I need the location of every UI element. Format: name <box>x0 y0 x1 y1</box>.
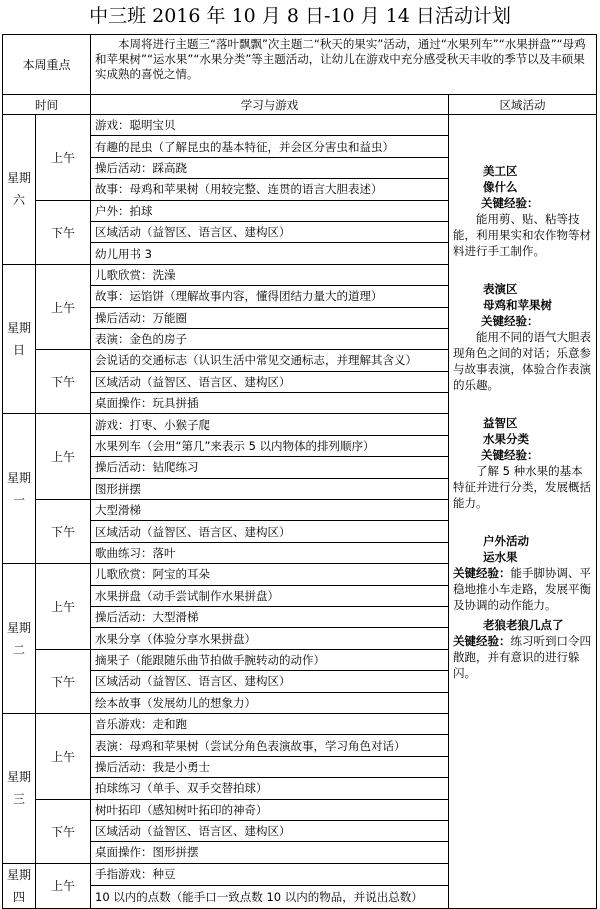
activity-item: 桌面操作：图形拼摆 <box>91 842 449 863</box>
region-key: 关键经验： <box>453 566 511 580</box>
region-name: 表演区 <box>483 282 518 296</box>
activity-item: 区域活动（益智区、语言区、建构区） <box>91 371 449 392</box>
region-block <box>453 163 592 259</box>
schedule-table <box>2 34 597 909</box>
activity-item: 会说话的交通标志（认识生活中常见交通标志，并理解其含义） <box>91 350 449 371</box>
focus-label: 本周重点 <box>3 35 91 95</box>
activity-item: 大型滑梯 <box>91 500 449 521</box>
activity-item: 区域活动（益智区、语言区、建构区） <box>91 671 449 692</box>
focus-row <box>3 35 597 95</box>
region-desc: 能用不同的语气大胆表现角色之间的对话；乐意参与故事表演，体验合作表演的乐趣。 <box>453 330 592 392</box>
activity-item: 有趣的昆虫（了解昆虫的基本特征，并会区分害虫和益虫） <box>91 136 449 157</box>
region-sub: 母鸡和苹果树 <box>483 298 553 312</box>
am-label: 上午 <box>36 713 91 799</box>
region-block <box>453 533 592 613</box>
am-label: 上午 <box>36 115 91 201</box>
activity-item: 操后活动：踩高跷 <box>91 157 449 178</box>
activity-item: 故事：运馅饼（理解故事内容，懂得团结力量大的道理） <box>91 286 449 307</box>
region-key: 关键经验： <box>453 634 511 648</box>
activity-item: 手指游戏：种豆 <box>91 863 449 886</box>
day-label: 星期四 <box>3 863 36 908</box>
activity-item: 故事：母鸡和苹果树（用较完整、连贯的语言大胆表述） <box>91 179 449 200</box>
time-header: 时间 <box>3 95 91 115</box>
activity-item: 水果列车（会用“第几”来表示 5 以内物体的排列顺序） <box>91 435 449 456</box>
activity-item: 水果拼盘（动手尝试制作水果拼盘） <box>91 585 449 606</box>
pm-label: 下午 <box>36 799 91 863</box>
activity-item: 音乐游戏：走和跑 <box>91 713 449 734</box>
activity-item: 摘果子（能跟随乐曲节拍做手腕转动的动作） <box>91 649 449 670</box>
activity-item: 拍球练习（单手、双手交替拍球） <box>91 778 449 799</box>
region-block <box>453 617 592 681</box>
region-sub: 像什么 <box>483 180 518 194</box>
page-title: 中三班 2016 年 10 月 8 日-10 月 14 日活动计划 <box>89 5 511 27</box>
region-key: 关键经验： <box>481 448 539 462</box>
activity-item: 歌曲练习：落叶 <box>91 542 449 563</box>
region-sub: 运水果 <box>483 550 518 564</box>
am-label: 上午 <box>36 264 91 350</box>
day-label: 星期日 <box>3 264 36 414</box>
pm-label: 下午 <box>36 500 91 564</box>
pm-label: 下午 <box>36 649 91 713</box>
am-label: 上午 <box>36 863 91 908</box>
activity-item: 区域活动（益智区、语言区、建构区） <box>91 820 449 841</box>
region-desc: 能手脚协调、平稳地推小车走路，发展平衡及协调的动作能力。 <box>453 566 592 612</box>
activity-item: 儿歌欣赏：阿宝的耳朵 <box>91 564 449 585</box>
activity-item: 图形拼摆 <box>91 478 449 499</box>
region-desc: 能用剪、贴、粘等技能，利用果实和农作物等材料进行手工制作。 <box>453 212 592 258</box>
region-name: 户外活动 <box>483 534 530 548</box>
region-name: 益智区 <box>483 416 518 430</box>
activity-item: 区域活动（益智区、语言区、建构区） <box>91 221 449 242</box>
pm-label: 下午 <box>36 200 91 264</box>
region-key: 关键经验： <box>481 196 539 210</box>
activity-item: 幼儿用书 3 <box>91 243 449 264</box>
am-label: 上午 <box>36 414 91 500</box>
region-block <box>453 415 592 511</box>
region-header: 区域活动 <box>449 95 597 115</box>
region-name: 美工区 <box>483 164 518 178</box>
activity-item: 表演：金色的房子 <box>91 328 449 349</box>
activities-header: 学习与游戏 <box>91 95 449 115</box>
activity-item: 区域活动（益智区、语言区、建构区） <box>91 521 449 542</box>
day-label: 星期一 <box>3 414 36 564</box>
activity-item: 操后活动：我是小勇士 <box>91 756 449 777</box>
pm-label: 下午 <box>36 350 91 414</box>
activity-item: 操后活动：万能圈 <box>91 307 449 328</box>
region-name: 老狼老狼几点了 <box>483 618 564 632</box>
region-key: 关键经验： <box>481 314 539 328</box>
activity-item: 儿歌欣赏：洗澡 <box>91 264 449 285</box>
activity-item: 水果分享（体验分享水果拼盘） <box>91 628 449 649</box>
region-block <box>453 281 592 393</box>
activity-item: 10 以内的点数（能手口一致点数 10 以内的物品，并说出总数） <box>91 886 449 909</box>
am-label: 上午 <box>36 564 91 650</box>
activity-item: 操后活动：钻爬练习 <box>91 457 449 478</box>
activity-item: 树叶拓印（感知树叶拓印的神奇） <box>91 799 449 820</box>
day-label: 星期六 <box>3 115 36 265</box>
focus-text: 本周将进行主题三“落叶飘飘”次主题二“秋天的果实”活动，通过“水果列车”“水果拼盘”“母鸡和苹果树”“运水果”“水果分类”等主题活动，让幼儿在游戏中充分感受秋天丰收的季节以及丰硕果实成熟的喜悦之情。 <box>91 35 597 95</box>
column-header-row <box>3 95 597 115</box>
activity-item: 绘本故事（发展幼儿的想象力） <box>91 692 449 713</box>
region-desc: 了解 5 种水果的基本特征并进行分类，发展概括能力。 <box>453 464 592 510</box>
activity-item: 操后活动：大型滑梯 <box>91 606 449 627</box>
activity-item: 桌面操作：玩具拼插 <box>91 393 449 414</box>
activity-item: 表演：母鸡和苹果树（尝试分角色表演故事，学习角色对话） <box>91 735 449 756</box>
day-label: 星期二 <box>3 564 36 714</box>
activity-item: 户外：拍球 <box>91 200 449 221</box>
region-sub: 水果分类 <box>483 432 530 446</box>
region-activities <box>449 115 597 909</box>
day-label: 星期三 <box>3 713 36 863</box>
activity-row <box>3 115 597 136</box>
activity-item: 游戏：打枣、小猴子爬 <box>91 414 449 435</box>
activity-item: 游戏：聪明宝贝 <box>91 115 449 136</box>
region-desc: 练习听到口令四散跑，并有意识的进行躲闪。 <box>453 634 592 680</box>
